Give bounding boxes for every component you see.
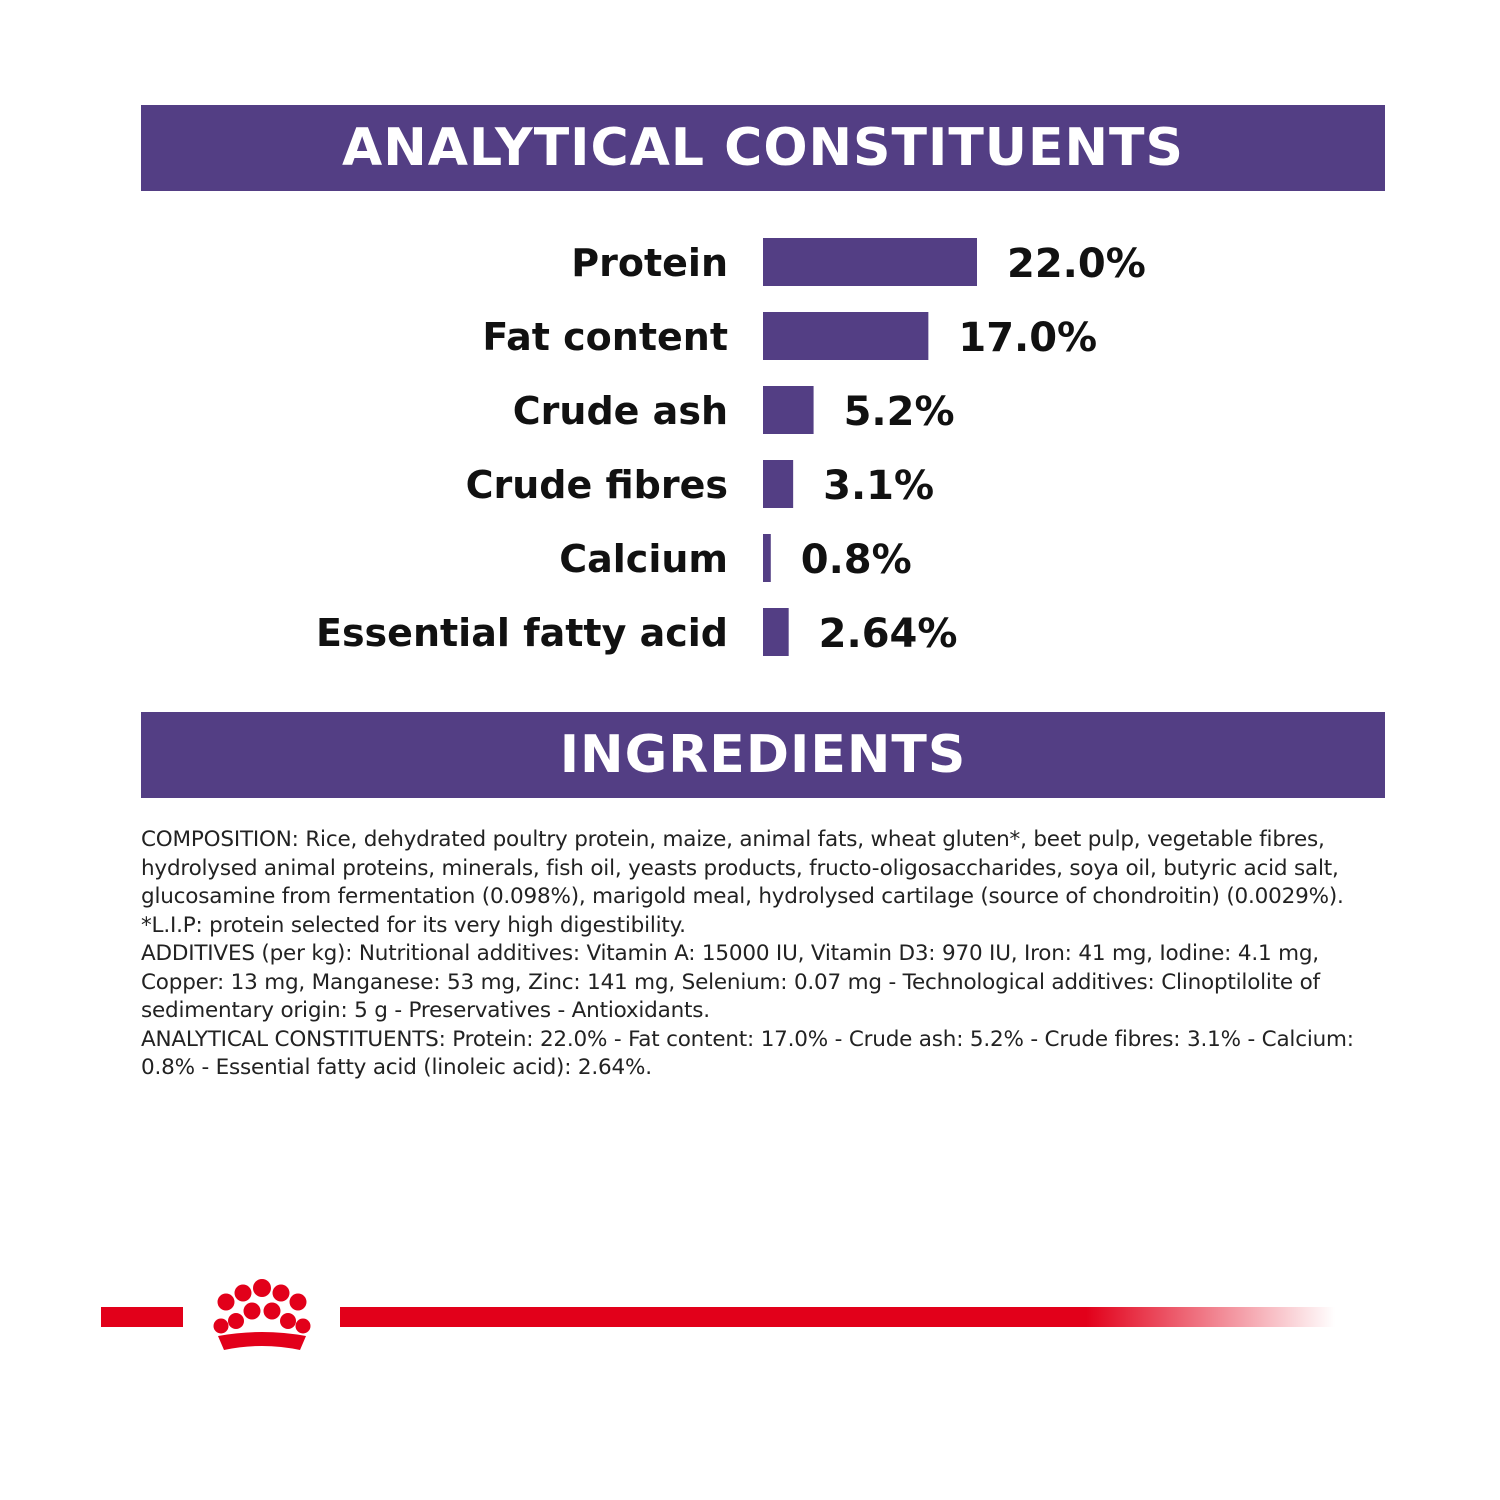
bar-value-2: 5.2% bbox=[843, 389, 955, 435]
bar-0 bbox=[763, 238, 977, 286]
composition-paragraph: COMPOSITION: Rice, dehydrated poultry protein, maize, animal fats, wheat gluten*, beet pulp, vegetable fibres, hydrolysed animal proteins, minerals, fish oil, yeasts products, fructo-oligosaccharides, soya oil, butyric acid salt, glucosamine from fermentation (0.098%), marigold meal, hydrolysed cartilage (source of chondroitin) (0.0029%). *L.I.P: protein selected for its very high digestibility. bbox=[141, 827, 1344, 938]
bar-label-3: Crude fibres bbox=[465, 463, 728, 507]
ingredients-title: INGREDIENTS bbox=[559, 725, 967, 785]
bar-1 bbox=[763, 312, 928, 360]
bar-4 bbox=[763, 534, 771, 582]
additives-paragraph: ADDITIVES (per kg): Nutritional additives: Vitamin A: 15000 IU, Vitamin D3: 970 IU, Iron: 41 mg, Iodine: 4.1 mg, Copper: 13 mg, Manganese: 53 mg, Zinc: 141 mg, Selenium: 0.07 mg - Technological additives: Clinoptilolite of sedimentary origin: 5 g - Preservatives - Antioxidants. bbox=[141, 941, 1320, 1023]
footer-line-left bbox=[101, 1307, 183, 1327]
analytical-constituents-header bbox=[141, 105, 1385, 191]
bar-value-1: 17.0% bbox=[958, 315, 1098, 361]
analytical-constituents-title: ANALYTICAL CONSTITUENTS bbox=[342, 118, 1184, 178]
bar-label-1: Fat content bbox=[482, 315, 728, 359]
analytical-paragraph: ANALYTICAL CONSTITUENTS: Protein: 22.0% - Fat content: 17.0% - Crude ash: 5.2% - Crude fibres: 3.1% - Calcium: 0.8% - Essential fatty acid (linoleic acid): 2.64%. bbox=[141, 1026, 1354, 1080]
bar-5 bbox=[763, 608, 789, 656]
footer-line-right bbox=[340, 1307, 1335, 1327]
crown-icon bbox=[192, 1276, 332, 1362]
bar-label-5: Essential fatty acid bbox=[315, 611, 728, 655]
bar-label-0: Protein bbox=[571, 241, 728, 285]
bar-value-5: 2.64% bbox=[818, 611, 958, 657]
analytical-constituents-chart bbox=[0, 220, 1500, 680]
bar-label-4: Calcium bbox=[559, 537, 728, 581]
bar-label-2: Crude ash bbox=[512, 389, 728, 433]
bar-value-4: 0.8% bbox=[800, 537, 912, 583]
bar-3 bbox=[763, 460, 793, 508]
ingredients-text-block bbox=[141, 826, 1356, 1083]
bar-2 bbox=[763, 386, 814, 434]
bar-value-3: 3.1% bbox=[823, 463, 935, 509]
bar-value-0: 22.0% bbox=[1007, 241, 1146, 287]
ingredients-header bbox=[141, 712, 1385, 798]
